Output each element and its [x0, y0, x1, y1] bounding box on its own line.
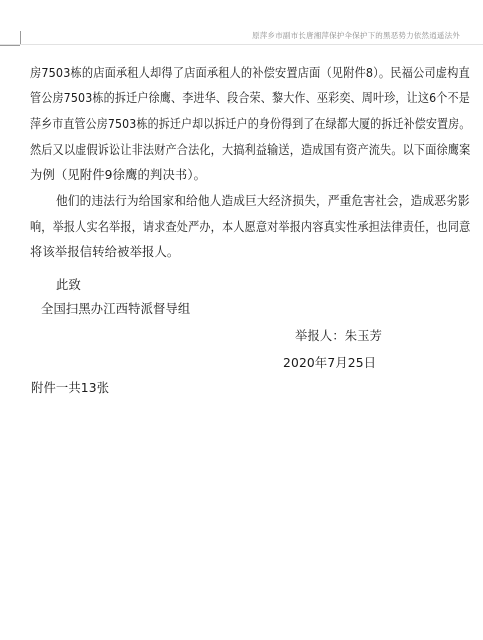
signature-line: 举报人：朱玉芳 — [295, 329, 383, 343]
header-divider — [0, 44, 483, 45]
paragraph-2-line-3: 将该举报信转给被举报人。 — [30, 245, 180, 259]
date-line: 2020年7月25日 — [283, 356, 377, 370]
paragraph-1-line-3: 萍乡市直管公房7503栋的拆迁户却以拆迁户的身份得到了在绿都大厦的拆迁补偿安置房。 — [30, 117, 471, 131]
crop-mark-top-left-vertical — [20, 31, 21, 45]
paragraph-1-line-2: 管公房7503栋的拆迁户徐鹰、李进华、段合荣、黎大作、巫彩奕、周叶珍，让这6个不是 — [30, 91, 470, 105]
paragraph-1-line-1: 房7503栋的店面承租人却得了店面承租人的补偿安置店面（见附件8）。民福公司虚构直 — [30, 66, 470, 80]
paragraph-1-line-5: 为例（见附件9徐鹰的判决书）。 — [30, 168, 207, 182]
crop-mark-top-left-horizontal — [0, 45, 20, 46]
attachments-note: 附件一共13张 — [31, 381, 110, 395]
paragraph-1-line-4: 然后又以虚假诉讼让非法财产合法化，大搞利益输送，造成国有资产流失。以下面徐鹰案 — [30, 143, 471, 157]
page-header: 原萍乡市副市长唐湘萍保护伞保护下的黑恶势力依然逍遥法外 — [252, 31, 460, 40]
closing-salutation: 此致 — [56, 278, 81, 292]
recipient-line: 全国扫黑办江西特派督导组 — [41, 302, 191, 316]
paragraph-2-line-2: 响，举报人实名举报，请求查处严办，本人愿意对举报内容真实性承担法律责任，也同意 — [30, 220, 471, 234]
paragraph-2-line-1: 他们的违法行为给国家和给他人造成巨大经济损失，严重危害社会，造成恶劣影 — [56, 194, 470, 208]
